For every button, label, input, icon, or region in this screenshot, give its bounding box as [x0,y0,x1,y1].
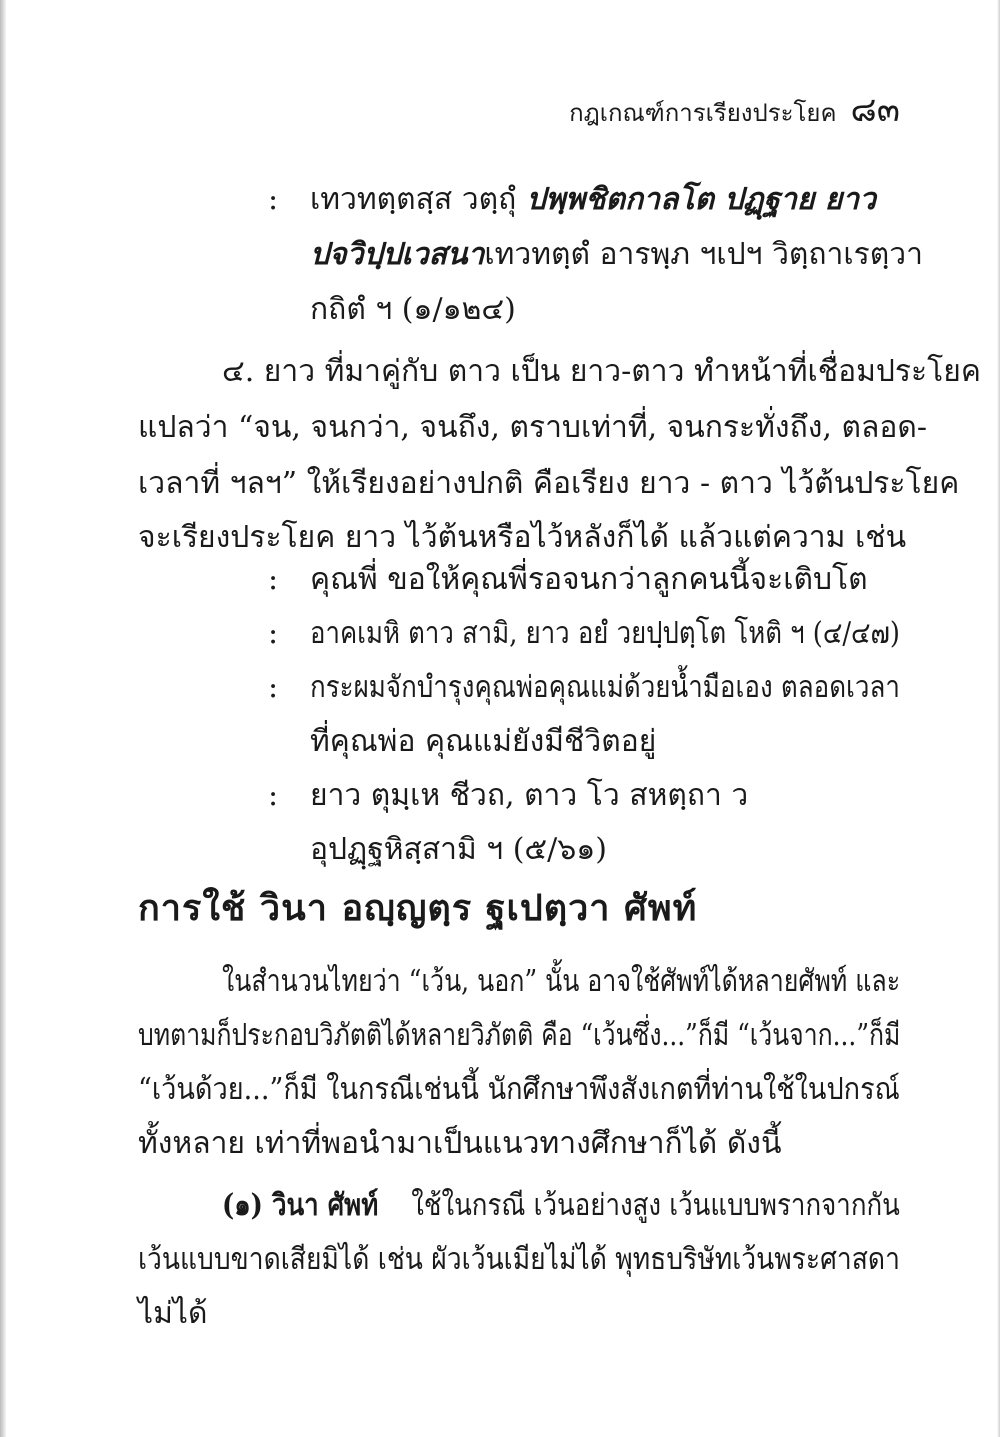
section-p1-line-2: บทตามก็ประกอบวิภัตติได้หลายวิภัตติ คือ “เว้นซึ่ง...”ก็มี “เว้นจาก...”ก็มี [138,1018,901,1053]
example-1-colon: : [268,562,279,597]
example-3-text: กระผมจักบำรุงคุณพ่อคุณแม่ด้วยน้ำมือเอง ตลอดเวลา [310,670,900,705]
example-1-text: คุณพี่ ขอให้คุณพี่รอจนกว่าลูกคนนี้จะเติบโต [310,562,868,597]
example-top-term-2: ปฏฺฐาย [724,182,815,217]
example-4-colon: : [268,778,279,813]
vina-term-label: (๑) วินา ศัพท์ [222,1188,379,1223]
example-3-colon: : [268,670,279,705]
section-heading: การใช้ วินา อญฺญตฺร ฐเปตฺวา ศัพท์ [138,887,698,929]
example-2-text: อาคเมหิ ตาว สามิ, ยาว อยํ วยปฺปตฺโต โหติ ฯ (๔/๔๗) [310,616,900,651]
example-top-term-4: ปจวิปฺปเวสนา [310,237,485,272]
example-2-colon: : [268,616,279,651]
section-p2-line-1 [222,1186,900,1226]
para4-line-4: จะเรียงประโยค ยาว ไว้ต้นหรือไว้หลังก็ได้ แล้วแต่ความ เช่น [138,520,907,555]
example-4-continuation: อุปฏฺฐหิสฺสามิ ฯ (๕/๖๑) [310,832,607,867]
para4-line-2: แปลว่า “จน, จนกว่า, จนถึง, ตราบเท่าที่, จนกระทั่งถึง, ตลอด- [138,410,927,445]
example-top-text-a: เทวทตฺตสฺส วตฺถุํ [310,182,517,217]
section-p2-line-1-text: ใช้ในกรณี เว้นอย่างสูง เว้นแบบพรากจากกัน [411,1188,900,1223]
example-top-term-1: ปพฺพชิตกาลโต [526,182,714,217]
section-p2-line-3: ไม่ได้ [138,1296,208,1331]
example-4-text: ยาว ตุมฺเห ชีวถ, ตาว โว สหตฺถา ว [310,778,749,813]
header-title: กฎเกณฑ์การเรียงประโยค [569,99,837,127]
example-colon: : [268,182,279,217]
section-p1-line-4: ทั้งหลาย เท่าที่พอนำมาเป็นแนวทางศึกษาก็ได้ ดังนี้ [138,1126,782,1161]
section-p1-line-3: “เว้นด้วย...”ก็มี ในกรณีเช่นนี้ นักศึกษาพึงสังเกตที่ท่านใช้ในปกรณ์ [138,1072,900,1107]
section-p2-line-2: เว้นแบบขาดเสียมิได้ เช่น ผัวเว้นเมียไม่ได้ พุทธบริษัทเว้นพระศาสดา [138,1242,900,1277]
example-top-term-3: ยาว [824,182,876,217]
example-top-line-1 [310,180,876,220]
example-top-text-b: เทวทตฺตํ อารพฺภ ฯเปฯ วิตฺถาเรตฺวา [484,237,923,272]
running-header [560,82,900,130]
page-binding-shadow [0,0,6,1437]
section-p1-line-1: ในสำนวนไทยว่า “เว้น, นอก” นั้น อาจใช้ศัพท์ได้หลายศัพท์ และ [222,964,901,999]
para4-line-1: ๔. ยาว ที่มาคู่กับ ตาว เป็น ยาว-ตาว ทำหน้าที่เชื่อมประโยค [222,354,981,389]
example-top-line-3: กถิตํ ฯ (๑/๑๒๔) [310,292,516,327]
page-number: ๘๓ [850,90,900,130]
para4-line-3: เวลาที่ ฯลฯ” ให้เรียงอย่างปกติ คือเรียง ยาว - ตาว ไว้ต้นประโยค [138,466,960,501]
example-top-line-2 [310,235,923,275]
example-3-continuation: ที่คุณพ่อ คุณแม่ยังมีชีวิตอยู่ [310,724,657,759]
